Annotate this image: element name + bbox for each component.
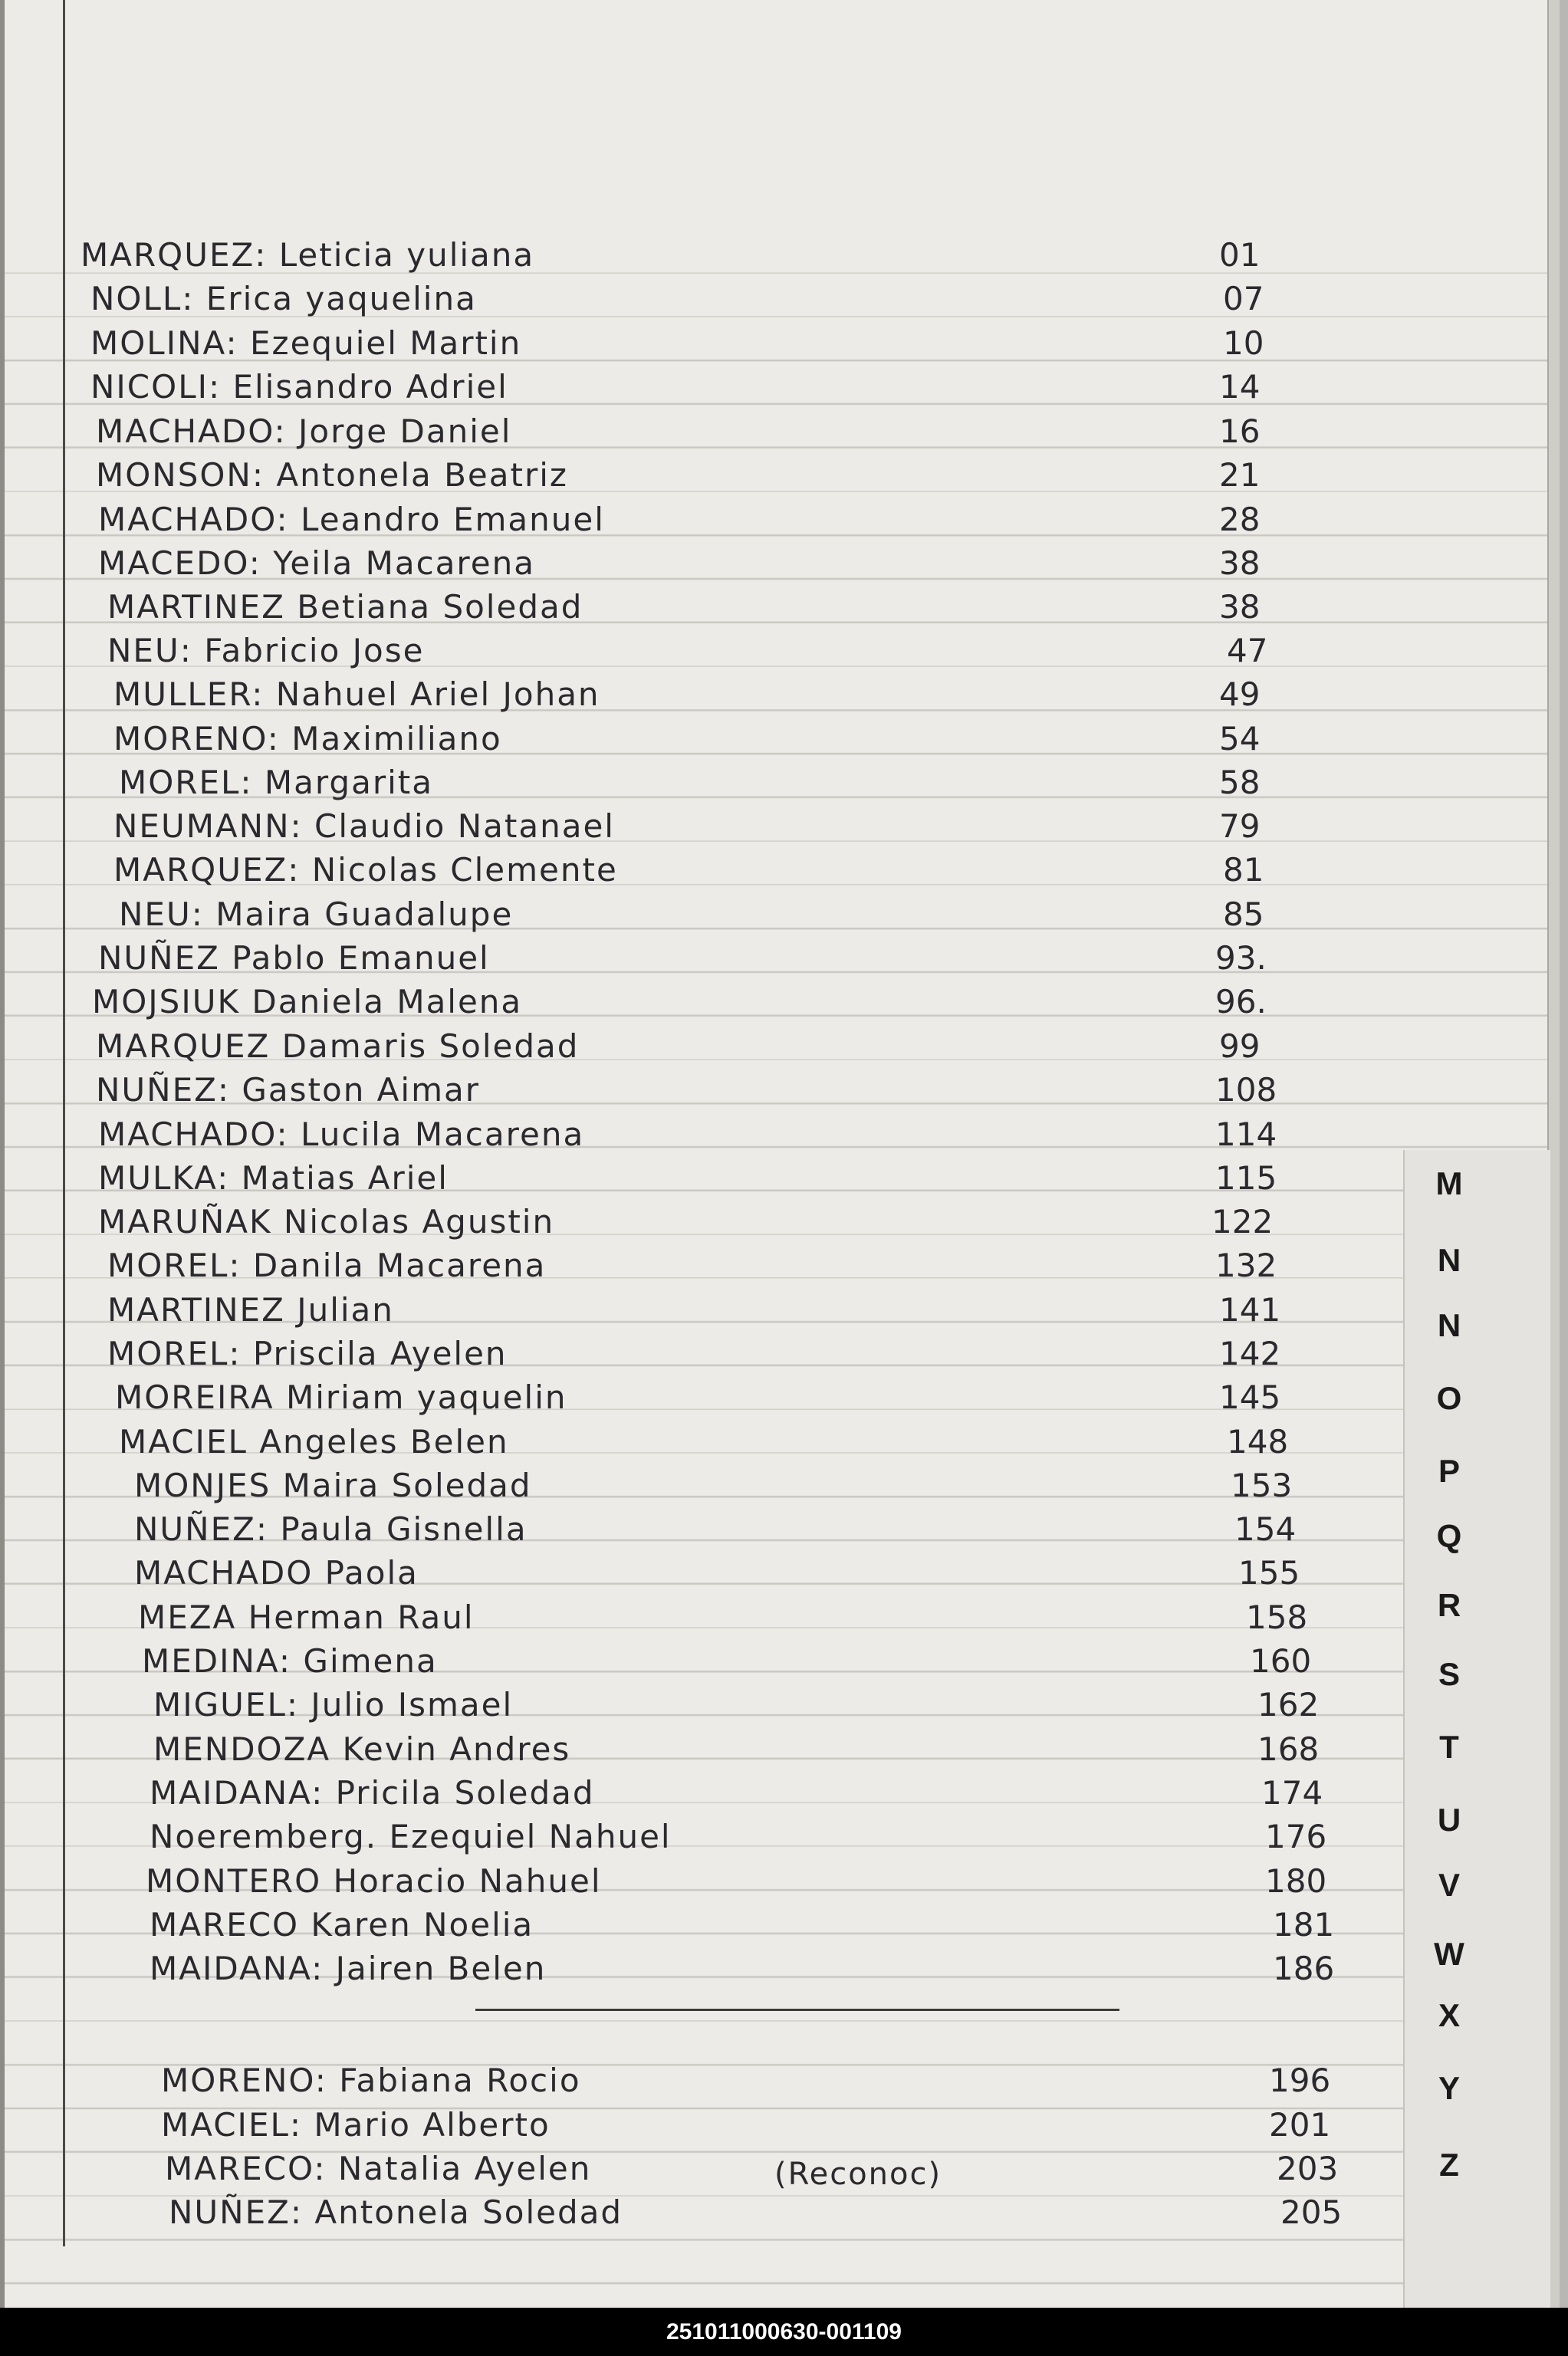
entry-name: MIGUEL: Julio Ismael (153, 1686, 514, 1723)
entry-name: MULLER: Nahuel Ariel Johan (113, 675, 600, 713)
entry-name: MARQUEZ: Nicolas Clemente (113, 851, 618, 889)
entry-name: MOLINA: Ezequiel Martin (90, 324, 522, 362)
index-letter[interactable]: Z (1439, 2147, 1459, 2183)
entry-number: 168 (1257, 1730, 1320, 1768)
index-letter[interactable]: Y (1438, 2070, 1460, 2106)
entry-name: NUÑEZ: Antonela Soledad (169, 2193, 623, 2231)
entry-note: (Reconoc) (774, 2157, 942, 2192)
entry-number: 203 (1277, 2150, 1339, 2187)
entry-number: 145 (1219, 1378, 1281, 1416)
index-letter[interactable]: P (1438, 1453, 1460, 1489)
entry-number: 201 (1269, 2106, 1331, 2144)
entry-number: 07 (1223, 280, 1264, 317)
entry-number: 21 (1219, 456, 1261, 494)
entry-number: 10 (1223, 324, 1264, 362)
entry-number: 108 (1215, 1071, 1277, 1109)
entry-number: 160 (1250, 1642, 1312, 1680)
entry-name: MONSON: Antonela Beatriz (96, 456, 568, 494)
entry-number: 81 (1223, 851, 1264, 889)
entry-number: 155 (1238, 1554, 1300, 1592)
index-letter[interactable]: S (1438, 1656, 1460, 1692)
entry-name: MACIEL Angeles Belen (119, 1423, 509, 1461)
entry-name: NUÑEZ Pablo Emanuel (98, 939, 490, 977)
entry-number: 141 (1219, 1291, 1281, 1329)
entry-name: MACHADO: Leandro Emanuel (98, 501, 605, 538)
entry-name: MAIDANA: Pricila Soledad (150, 1774, 595, 1812)
entry-number: 85 (1223, 895, 1264, 933)
entry-name: NOLL: Erica yaquelina (90, 280, 477, 317)
entry-number: 158 (1246, 1599, 1308, 1636)
entry-name: NEUMANN: Claudio Natanael (113, 807, 615, 845)
entry-number: 47 (1227, 632, 1268, 669)
entry-name: MENDOZA Kevin Andres (153, 1730, 571, 1768)
entry-name: MONTERO Horacio Nahuel (146, 1862, 602, 1900)
entry-name: MORENO: Maximiliano (113, 720, 502, 757)
entry-name: MARTINEZ Betiana Soledad (107, 588, 583, 626)
entry-number: 196 (1269, 2062, 1331, 2099)
entry-number: 142 (1219, 1335, 1281, 1372)
entry-name: MACHADO: Lucila Macarena (98, 1116, 585, 1153)
entry-number: 162 (1257, 1686, 1320, 1723)
index-letter[interactable]: N (1437, 1242, 1461, 1278)
entry-name: MORENO: Fabiana Rocio (161, 2062, 581, 2099)
entry-name: NUÑEZ: Paula Gisnella (134, 1510, 528, 1548)
entry-number: 58 (1219, 764, 1261, 801)
entry-name: MARTINEZ Julian (107, 1291, 394, 1329)
index-letter[interactable]: R (1437, 1587, 1461, 1623)
entry-number: 132 (1215, 1247, 1277, 1284)
index-letter[interactable]: N (1437, 1307, 1461, 1343)
entry-number: 205 (1280, 2193, 1343, 2231)
entry-name: NUÑEZ: Gaston Aimar (96, 1071, 481, 1109)
entry-name: MOJSIUK Daniela Malena (92, 983, 523, 1020)
entry-name: MOREL: Danila Macarena (107, 1247, 547, 1284)
page-top-margin (0, 0, 1556, 230)
entry-number: 114 (1215, 1116, 1277, 1153)
entry-name: MOREL: Margarita (119, 764, 433, 801)
index-letter[interactable]: O (1436, 1380, 1462, 1416)
index-letter[interactable]: U (1437, 1802, 1461, 1838)
entry-name: MOREIRA Miriam yaquelin (115, 1378, 567, 1416)
entry-number: 01 (1219, 236, 1261, 274)
divider-line (475, 2009, 1119, 2011)
entry-name: NICOLI: Elisandro Adriel (90, 368, 508, 406)
entry-number: 79 (1219, 807, 1261, 845)
entry-name: MARECO Karen Noelia (150, 1906, 534, 1944)
entry-number: 176 (1265, 1818, 1327, 1855)
entry-name: MAIDANA: Jairen Belen (150, 1950, 547, 1987)
index-letter[interactable]: V (1438, 1867, 1460, 1903)
entry-number: 174 (1261, 1774, 1323, 1812)
entry-name: MACHADO Paola (134, 1554, 419, 1592)
entry-number: 148 (1227, 1423, 1289, 1461)
index-letter[interactable]: Q (1436, 1518, 1462, 1554)
entry-number: 28 (1219, 501, 1261, 538)
entry-number: 181 (1273, 1906, 1335, 1944)
entry-name: Noeremberg. Ezequiel Nahuel (150, 1818, 672, 1855)
entry-name: MARQUEZ Damaris Soledad (96, 1027, 580, 1065)
margin-line (63, 0, 65, 2246)
entry-number: 96. (1215, 983, 1267, 1020)
page-left-edge (0, 0, 5, 2308)
entry-name: MARQUEZ: Leticia yuliana (81, 236, 535, 274)
entry-name: NEU: Fabricio Jose (107, 632, 425, 669)
entry-number: 16 (1219, 412, 1261, 450)
entry-name: MACEDO: Yeila Macarena (98, 544, 535, 582)
entry-number: 93. (1215, 939, 1267, 977)
entry-name: MEZA Herman Raul (138, 1599, 475, 1636)
entry-name: MARECO: Natalia Ayelen (165, 2150, 592, 2187)
footer-code: 251011000630-001109 (0, 2308, 1568, 2356)
entry-number: 153 (1231, 1467, 1293, 1504)
entry-number: 54 (1219, 720, 1261, 757)
entry-name: MACIEL: Mario Alberto (161, 2106, 551, 2144)
entry-name: NEU: Maira Guadalupe (119, 895, 514, 933)
entry-number: 180 (1265, 1862, 1327, 1900)
entry-number: 115 (1215, 1159, 1277, 1197)
index-letter[interactable]: T (1439, 1729, 1459, 1765)
entry-name: MARUÑAK Nicolas Agustin (98, 1203, 555, 1240)
index-letter[interactable]: M (1435, 1165, 1463, 1201)
index-letter[interactable]: X (1438, 1997, 1460, 2033)
entry-name: MONJES Maira Soledad (134, 1467, 532, 1504)
entry-number: 186 (1273, 1950, 1335, 1987)
entry-number: 38 (1219, 588, 1261, 626)
entry-name: MULKA: Matias Ariel (98, 1159, 449, 1197)
entry-number: 99 (1219, 1027, 1261, 1065)
entry-number: 154 (1234, 1510, 1297, 1548)
entry-number: 14 (1219, 368, 1261, 406)
entry-name: MEDINA: Gimena (142, 1642, 438, 1680)
entry-name: MOREL: Priscila Ayelen (107, 1335, 508, 1372)
entry-number: 38 (1219, 544, 1261, 582)
entry-name: MACHADO: Jorge Daniel (96, 412, 512, 450)
entry-number: 122 (1211, 1203, 1274, 1240)
index-letter[interactable]: W (1434, 1936, 1464, 1972)
entry-number: 49 (1219, 675, 1261, 713)
